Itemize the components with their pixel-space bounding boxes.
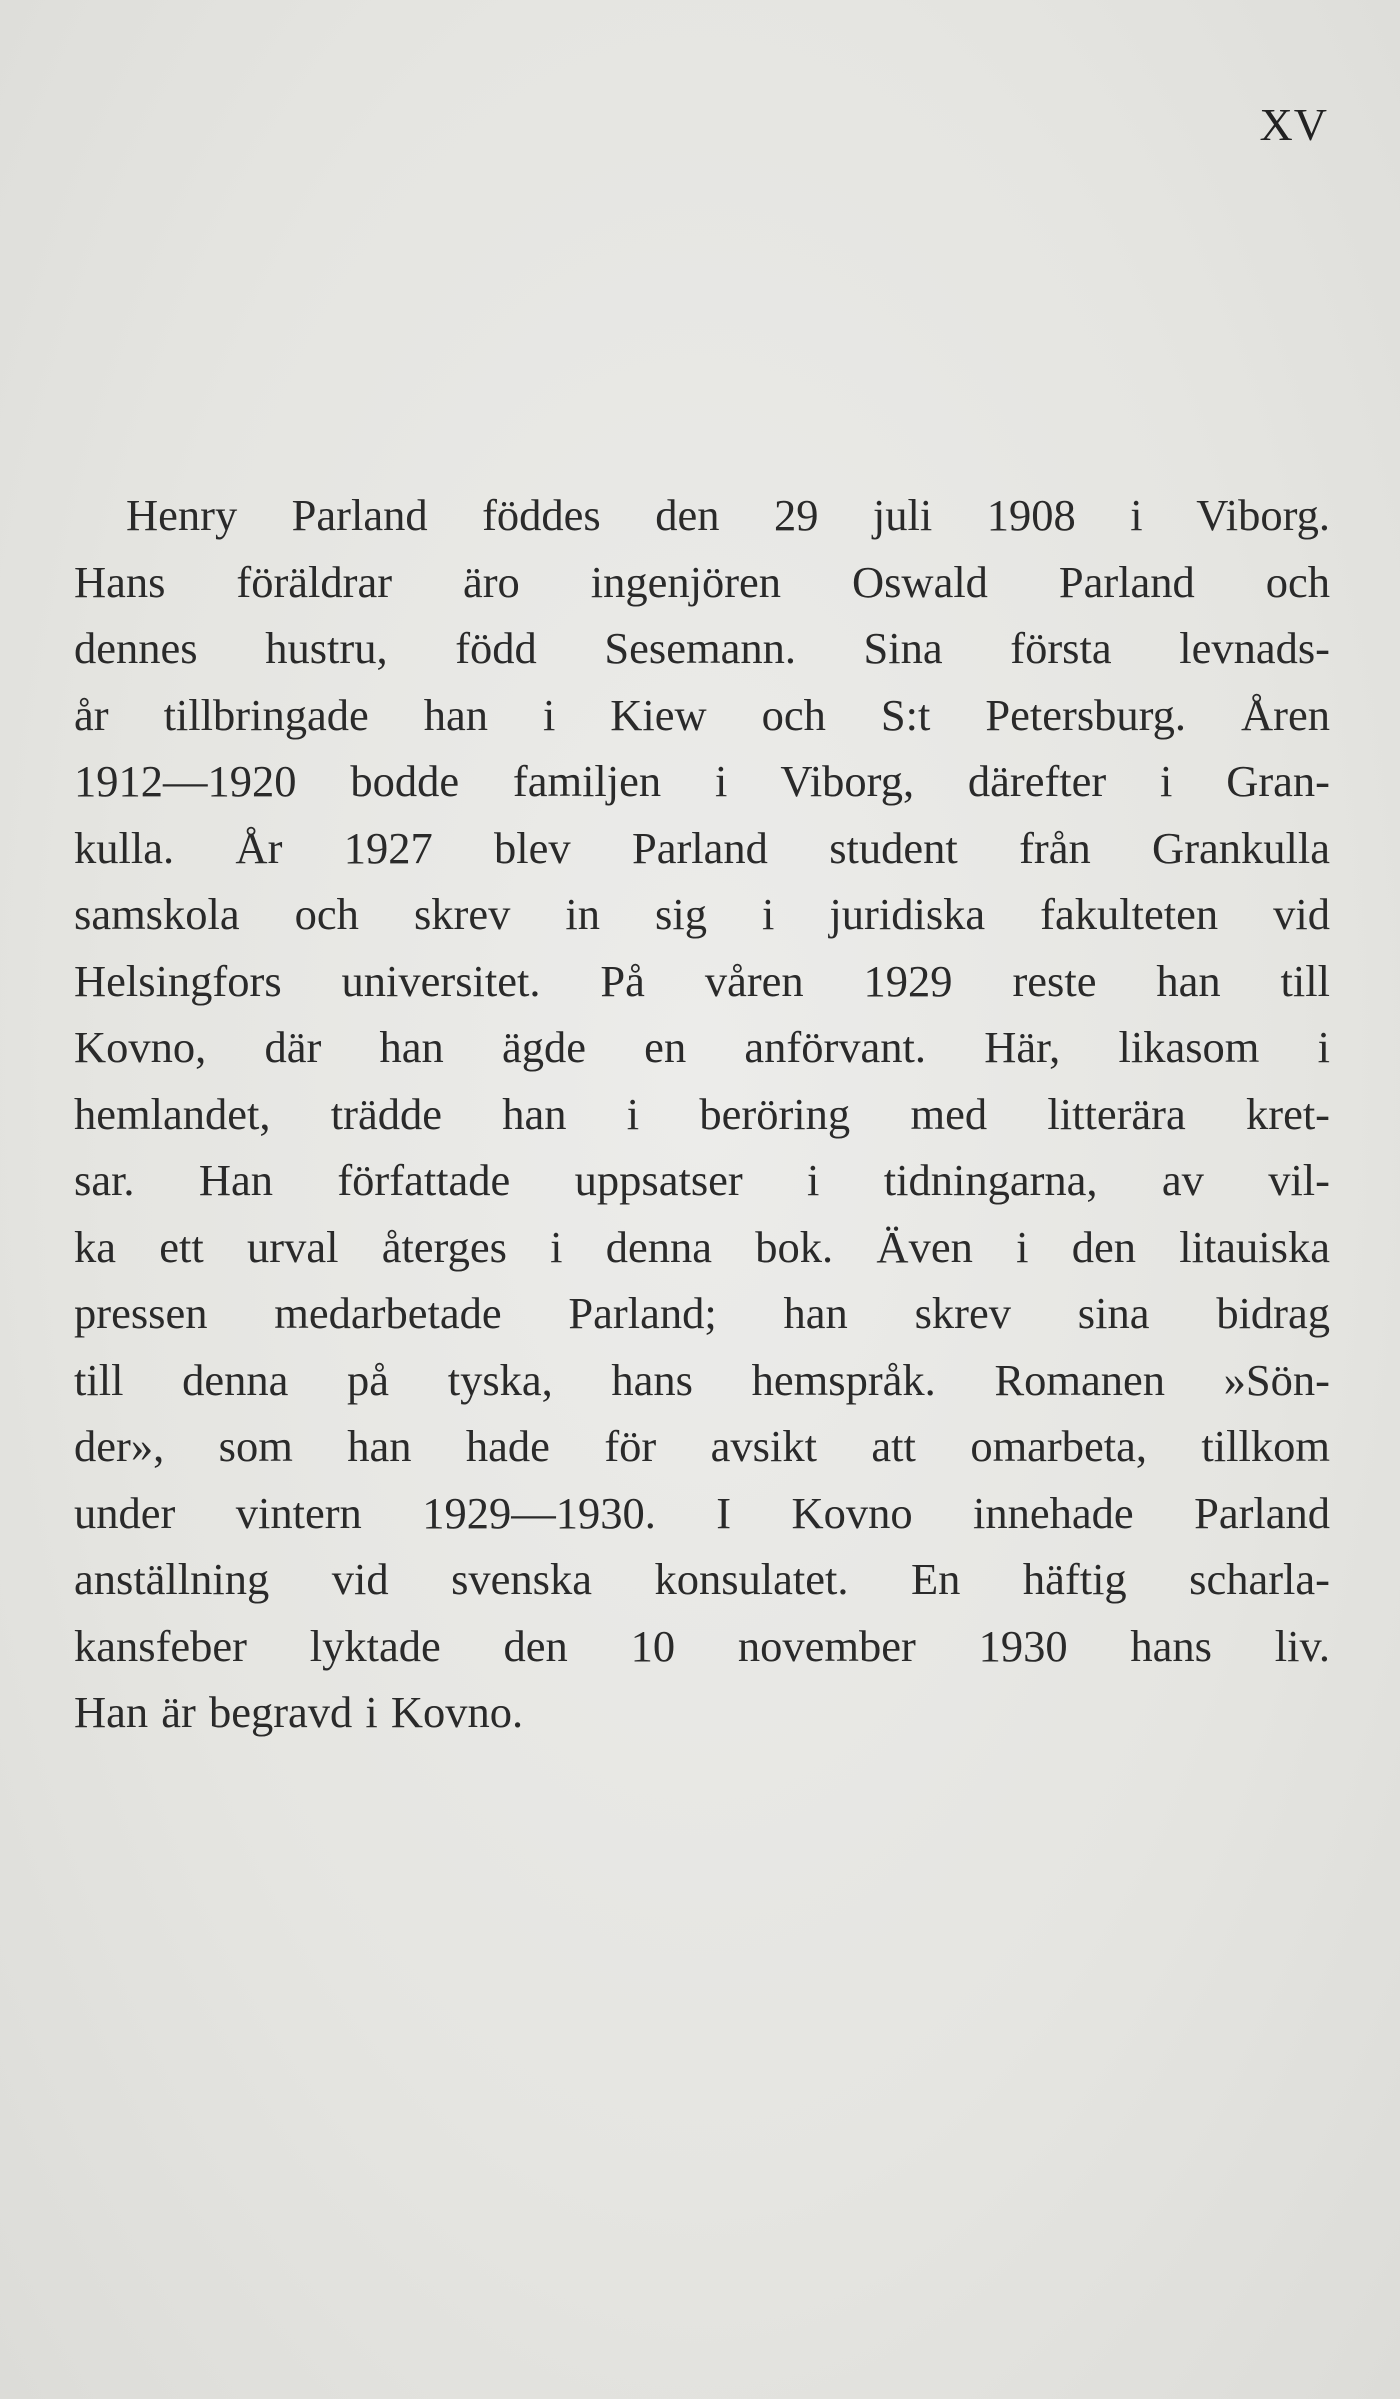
text-line: år tillbringade han i Kiew och S:t Petersburg. Åren <box>74 689 1330 740</box>
text-line: kulla. År 1927 blev Parland student från Grankulla <box>74 822 1330 873</box>
text-line: pressen medarbetade Parland; han skrev sina bidrag <box>74 1288 1330 1338</box>
text-line: Kovno, där han ägde en anförvant. Här, likasom i <box>74 1022 1330 1072</box>
biography-paragraph <box>74 482 1330 1746</box>
text-line: 1912—1920 bodde familjen i Viborg, därefter i Gran- <box>74 756 1330 806</box>
text-line: Henry Parland föddes den 29 juli 1908 i Viborg. <box>126 490 1330 540</box>
text-line: under vintern 1929—1930. I Kovno innehade Parland <box>74 1487 1330 1538</box>
text-line: dennes hustru, född Sesemann. Sina första levnads- <box>74 623 1330 673</box>
text-line: sar. Han författade uppsatser i tidningarna, av vil- <box>74 1155 1330 1205</box>
page-number: XV <box>1259 99 1328 150</box>
text-line: samskola och skrev in sig i juridiska fakulteten vid <box>74 889 1330 939</box>
text-line: ka ett urval återges i denna bok. Även i den litauiska <box>74 1221 1330 1272</box>
text-line: till denna på tyska, hans hemspråk. Romanen »Sön- <box>74 1354 1330 1405</box>
text-line: Hans föräldrar äro ingenjören Oswald Parland och <box>74 556 1330 607</box>
text-line: Han är begravd i Kovno. <box>74 1687 524 1737</box>
text-line: hemlandet, trädde han i beröring med litterära kret- <box>74 1088 1330 1139</box>
text-line: Helsingfors universitet. På våren 1929 reste han till <box>74 955 1330 1006</box>
text-line: der», som han hade för avsikt att omarbeta, tillkom <box>74 1421 1330 1471</box>
text-line: anställning vid svenska konsulatet. En häftig scharla- <box>74 1554 1330 1604</box>
text-line: kansfeber lyktade den 10 november 1930 hans liv. <box>74 1620 1330 1671</box>
